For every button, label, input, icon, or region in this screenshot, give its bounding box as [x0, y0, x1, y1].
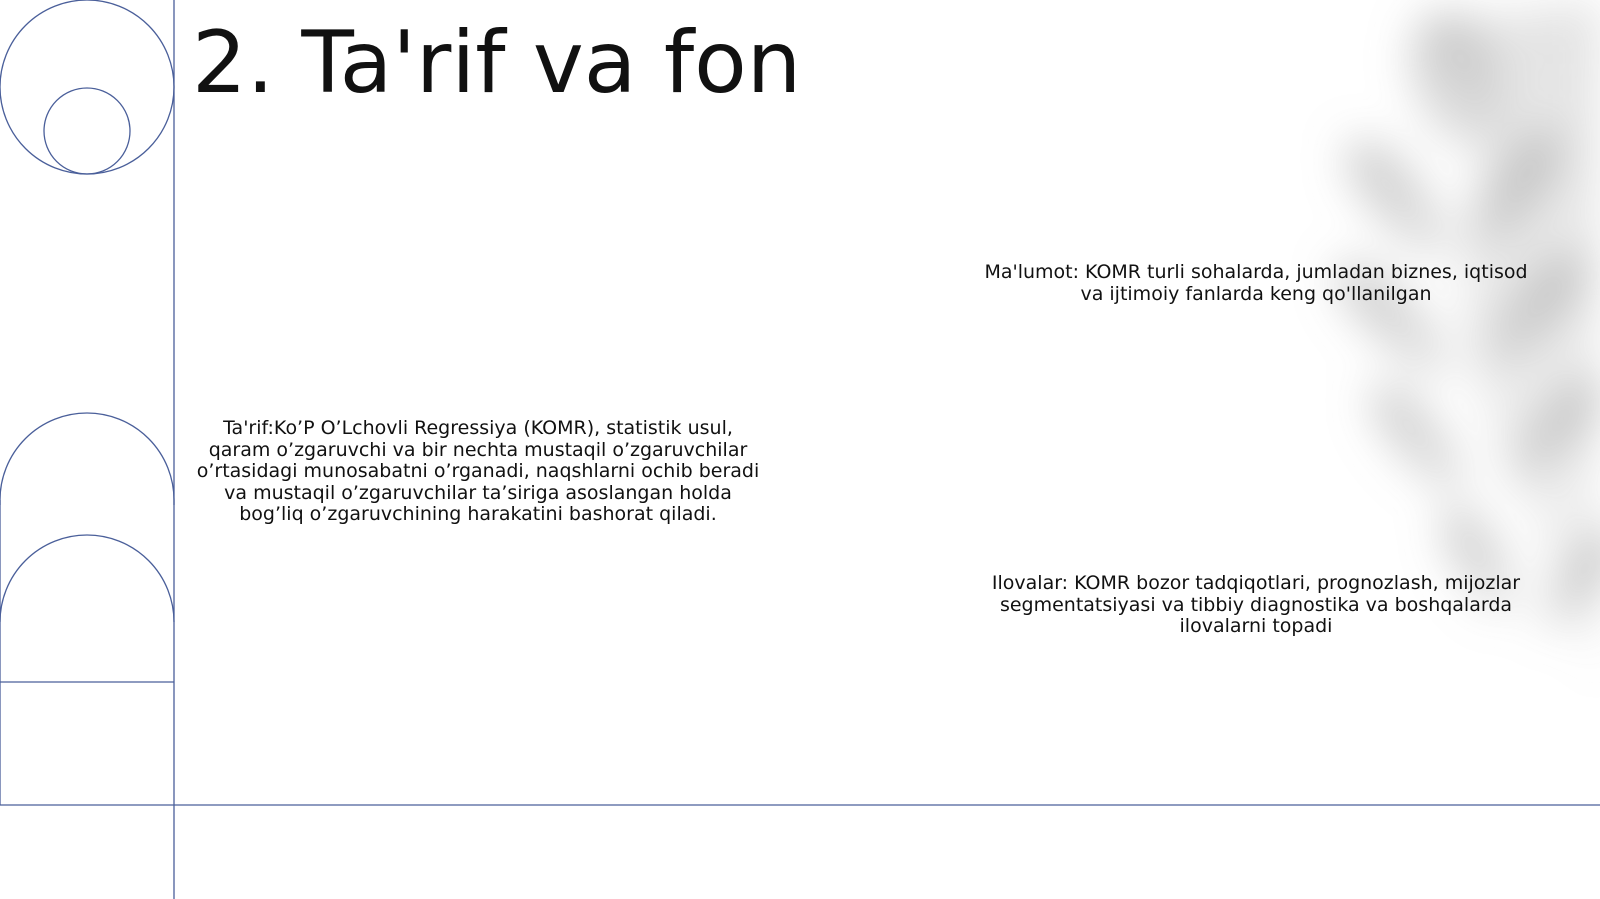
- applications-text: Ilovalar: KOMR bozor tadqiqotlari, prognozlash, mijozlar segmentatsiyasi va tibbiy diagnostika va boshqalarda ilovalarni topadi: [991, 572, 1521, 637]
- slide-title: 2. Ta'rif va fon: [192, 13, 802, 113]
- info-text: Ma'lumot: KOMR turli sohalarda, jumladan biznes, iqtisod va ijtimoiy fanlarda keng qo'llanilgan: [984, 261, 1528, 305]
- definition-text: Ta'rif:Ko’P O’Lchovli Regressiya (KOMR), statistik usul, qaram o’zgaruvchi va bir nechta mustaqil o’zgaruvchilar o’rtasidagi munosabatni o’rganadi, naqshlarni ochib beradi va mustaqil o’zgaruvchilar ta’siriga asoslangan holda bog’liq o’zgaruvchining harakatini bashorat qiladi.: [196, 417, 760, 525]
